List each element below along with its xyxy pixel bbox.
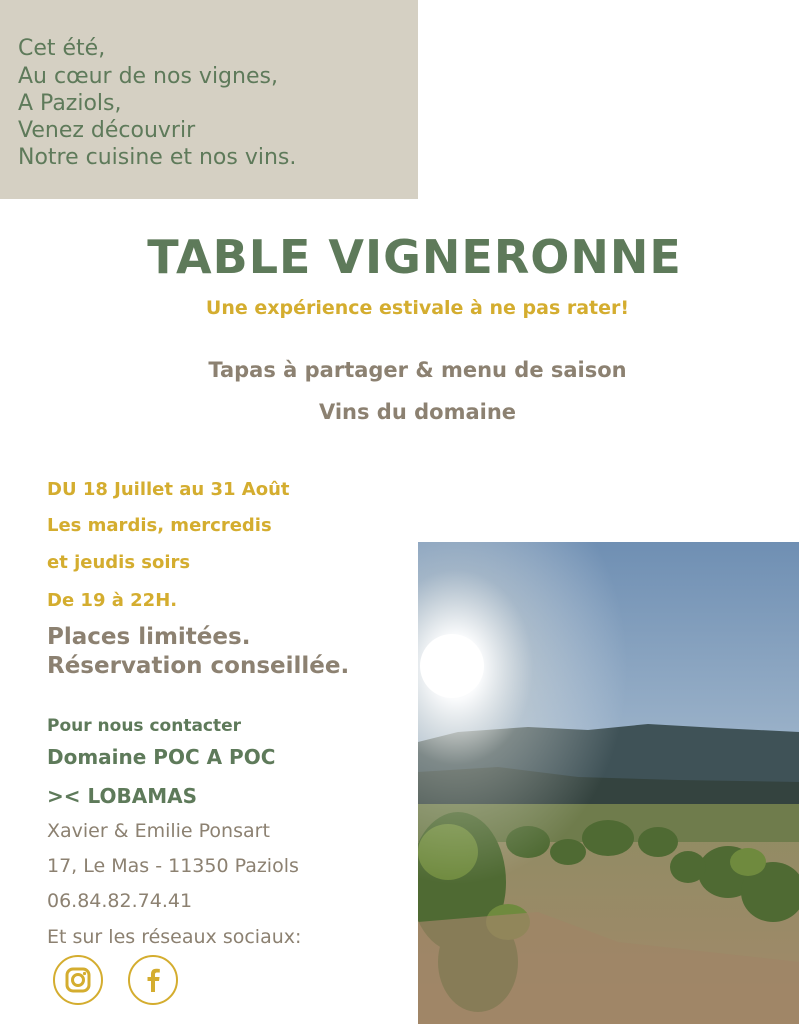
contact-address: 17, Le Mas - 11350 Paziols: [47, 855, 299, 877]
social-label: Et sur les réseaux sociaux:: [47, 926, 302, 948]
intro-box: [0, 0, 418, 199]
brand-name: >< LOBAMAS: [47, 784, 198, 808]
intro-line-3: A Paziols,: [18, 91, 122, 116]
booking-limited: Places limitées.: [47, 624, 251, 650]
schedule-days-1: Les mardis, mercredis: [47, 515, 272, 536]
intro-line-1: Cet été,: [18, 36, 106, 61]
facebook-icon[interactable]: [128, 955, 178, 1005]
schedule-dates: DU 18 Juillet au 31 Août: [47, 479, 290, 500]
contact-label: Pour nous contacter: [47, 716, 242, 736]
schedule-hours: De 19 à 22H.: [47, 590, 178, 611]
domain-name: Domaine POC A POC: [47, 745, 276, 769]
intro-line-4: Venez découvrir: [18, 118, 196, 143]
vineyard-landscape-image: [418, 542, 799, 1024]
offer-line-tapas: Tapas à partager & menu de saison: [208, 358, 627, 382]
instagram-icon[interactable]: [53, 955, 103, 1005]
intro-line-5: Notre cuisine et nos vins.: [18, 145, 297, 170]
vineyard-photo: [418, 542, 799, 1024]
schedule-days-2: et jeudis soirs: [47, 552, 191, 573]
contact-phone: 06.84.82.74.41: [47, 890, 193, 912]
booking-advised: Réservation conseillée.: [47, 653, 350, 679]
subtitle: Une expérience estivale à ne pas rater!: [205, 297, 630, 319]
instagram-glyph: [62, 964, 94, 996]
page-title: TABLE VIGNERONNE: [147, 230, 682, 284]
facebook-glyph: [137, 964, 169, 996]
contact-names: Xavier & Emilie Ponsart: [47, 820, 270, 842]
intro-line-2: Au cœur de nos vignes,: [18, 64, 278, 89]
offer-line-wines: Vins du domaine: [318, 400, 517, 424]
